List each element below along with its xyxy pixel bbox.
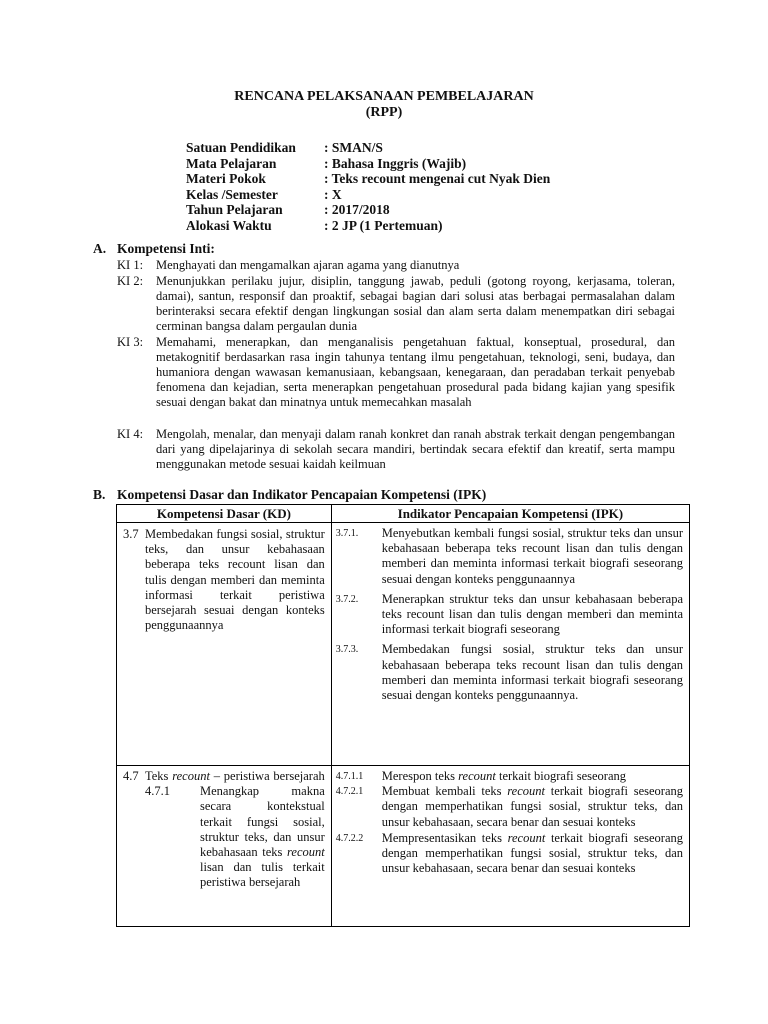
document-subtitle: (RPP) bbox=[365, 105, 403, 120]
identity-row bbox=[186, 218, 442, 234]
identity-row bbox=[186, 140, 383, 156]
ki-text: Mengolah, menalar, dan menyaji dalam ranah konkret dan ranah abstrak terkait dengan pengembangan dari yang dipelajarinya di sekolah secara mandiri, bertindak secara efektif dan kreatif, serta mampu menggunakan metode sesuai kaidah keilmuan bbox=[156, 427, 675, 472]
ipk-number: 3.7.3. bbox=[335, 644, 359, 656]
kd-sub-text: Menangkap makna secara kontekstual terkait fungsi sosial, struktur teks, dan unsur kebahasaan teks recount lisan dan tulis terkait peristiwa bersejarah bbox=[200, 784, 325, 890]
identity-label: Kelas /Semester bbox=[186, 186, 278, 202]
ipk-item bbox=[332, 523, 689, 587]
identity-label: Mata Pelajaran bbox=[186, 155, 277, 171]
kd-ipk-table bbox=[116, 504, 690, 927]
identity-label: Alokasi Waktu bbox=[186, 217, 272, 233]
ipk-number: 3.7.1. bbox=[335, 528, 359, 539]
ipk-text: Menerapkan struktur teks dan unsur kebahasaan beberapa teks recount lisan dan tulis dengan memberi dan meminta informasi terkait biografi seseorang bbox=[381, 591, 683, 637]
ipk-text: Membuat kembali teks recount terkait biografi seseorang dengan memperhatikan fungsi sosial, struktur teks, dan unsur kebahasaan, secara benar dan sesuai konteks bbox=[381, 784, 683, 829]
identity-row bbox=[186, 187, 342, 203]
kd-text: Teks recount – peristiwa bersejarah bbox=[145, 769, 325, 783]
section-a-heading bbox=[93, 241, 215, 257]
ipk-item bbox=[332, 830, 689, 877]
ipk-text: Membedakan fungsi sosial, struktur teks dan unsur kebahasaan beberapa teks recount lisan dan tulis dengan memberi dan meminta informasi terkait biografi seseorang sesuai dengan konteks penggunaannya. bbox=[381, 642, 683, 703]
identity-label: Satuan Pendidikan bbox=[186, 140, 296, 155]
kd-number: 4.7 bbox=[123, 769, 139, 783]
identity-value: : Bahasa Inggris (Wajib) bbox=[324, 155, 467, 171]
identity-value: : Teks recount mengenai cut Nyak Dien bbox=[324, 171, 551, 186]
identity-label: Tahun Pelajaran bbox=[186, 202, 283, 217]
kd-cell bbox=[117, 766, 332, 927]
section-letter: A. bbox=[93, 241, 107, 256]
kd-sub-item bbox=[145, 784, 325, 890]
ipk-number: 4.7.1.1 bbox=[335, 771, 364, 782]
kd-sub-number: 4.7.1 bbox=[145, 784, 170, 799]
identity-value: : 2 JP (1 Pertemuan) bbox=[324, 217, 443, 233]
ipk-number: 3.7.2. bbox=[335, 593, 359, 605]
ki-code: KI 1: bbox=[117, 258, 144, 272]
identity-label: Materi Pokok bbox=[186, 171, 266, 186]
column-header-ipk: Indikator Pencapaian Kompetensi (IPK) bbox=[331, 505, 689, 523]
ki-text: Menghayati dan mengamalkan ajaran agama yang dianutnya bbox=[156, 258, 460, 272]
ipk-item bbox=[332, 587, 689, 638]
ipk-item bbox=[332, 766, 689, 784]
ipk-item bbox=[332, 637, 689, 703]
identity-row bbox=[186, 202, 390, 218]
table-row bbox=[117, 523, 690, 766]
section-b-heading bbox=[93, 487, 486, 503]
ki-code: KI 4: bbox=[117, 427, 144, 441]
ki-item bbox=[117, 258, 675, 273]
ipk-text: Merespon teks recount terkait biografi seseorang bbox=[381, 769, 627, 783]
ipk-number: 4.7.2.1 bbox=[335, 786, 364, 798]
ki-text: Menunjukkan perilaku jujur, disiplin, tanggung jawab, peduli (gotong royong, kerjasama, toleran, damai), santun, responsif dan proaktif, sebagai bagian dari solusi atas berbagai permasalahan dalam berinteraksi secara efektif dengan lingkungan sosial dan alam serta dalam menempatkan diri sebagai cerminan bangsa dalam pergaulan dunia bbox=[156, 273, 675, 334]
identity-row bbox=[186, 171, 550, 187]
table-header-row bbox=[117, 505, 690, 523]
kd-text: Membedakan fungsi sosial, struktur teks, dan unsur kebahasaan beberapa teks recount lisan dan tulis dengan memberi dan meminta informasi terkait peristiwa bersejarah sesuai dengan konteks penggunaannya bbox=[145, 527, 325, 633]
ki-item bbox=[117, 427, 675, 473]
column-header-kd: Kompetensi Dasar (KD) bbox=[117, 505, 332, 523]
ipk-cell bbox=[331, 766, 689, 927]
ki-code: KI 2: bbox=[117, 273, 144, 288]
identity-value: : 2017/2018 bbox=[324, 202, 390, 217]
identity-row bbox=[186, 156, 466, 172]
ki-item bbox=[117, 274, 675, 335]
ipk-text: Menyebutkan kembali fungsi sosial, struktur teks dan unsur kebahasaan beberapa teks recount lisan dan tulis dengan memberi dan meminta informasi terkait biografi seseorang sesuai dengan konteks penggunaannya bbox=[381, 526, 683, 586]
section-letter: B. bbox=[93, 487, 106, 502]
kd-line bbox=[123, 769, 325, 784]
ki-item bbox=[117, 335, 675, 411]
ki-text: Memahami, menerapkan, dan menganalisis pengetahuan faktual, konseptual, prosedural, dan metakognitif berdasarkan rasa ingin tahunya tentang ilmu pengetahuan, teknologi, seni, budaya, dan humaniora dengan wawasan kemanusiaan, kebangsaan, kenegaraan, dan peradaban terkait penyebab fenomena dan kejadian, serta menerapkan pengetahuan prosedural pada bidang kajian yang spesifik sesuai dengan bakat dan minatnya untuk memecahkan masalah bbox=[156, 334, 675, 410]
ipk-text: Mempresentasikan teks recount terkait biografi seseorang dengan memperhatikan fungsi sosial, struktur teks, dan unsur kebahasaan, secara benar dan sesuai konteks bbox=[381, 830, 683, 876]
section-title: Kompetensi Dasar dan Indikator Pencapaian Kompetensi (IPK) bbox=[117, 487, 487, 502]
table-row bbox=[117, 766, 690, 927]
identity-value: : SMAN/S bbox=[324, 140, 383, 155]
identity-value: : X bbox=[324, 186, 342, 202]
kd-number: 3.7 bbox=[123, 527, 139, 541]
section-title: Kompetensi Inti: bbox=[117, 241, 215, 256]
ipk-cell bbox=[331, 523, 689, 766]
ki-code: KI 3: bbox=[117, 334, 144, 349]
ipk-number: 4.7.2.2 bbox=[335, 832, 364, 844]
kd-cell bbox=[117, 523, 332, 766]
ipk-item bbox=[332, 784, 689, 830]
document-title: RENCANA PELAKSANAAN PEMBELAJARAN bbox=[234, 89, 534, 104]
